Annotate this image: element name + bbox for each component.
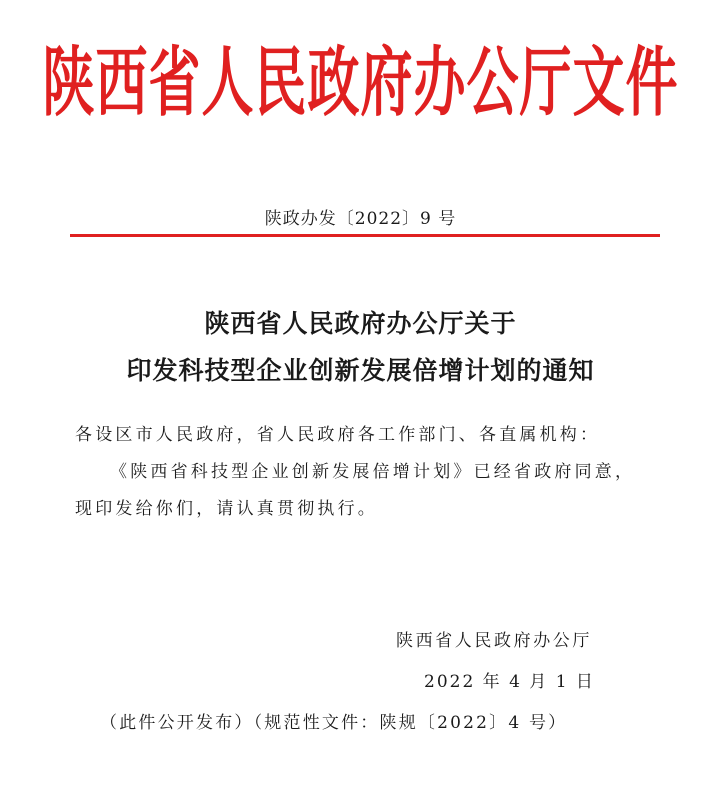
body-paragraph-line-2: 现印发给你们，请认真贯彻执行。 [75,499,378,519]
salutation: 各设区市人民政府，省人民政府各工作部门、各直属机构： [75,425,601,445]
document-number: 陕政办发〔2022〕9 号 [264,209,457,229]
publication-note: （此件公开发布）（规范性文件：陕规〔2022〕4 号） [100,713,568,733]
issuing-office: 陕西省人民政府办公厅 [396,631,592,651]
document-title-line-2: 印发科技型企业创新发展倍增计划的通知 [126,356,595,385]
document-masthead: 陕西省人民政府办公厅文件 [42,38,679,128]
document-title-line-1: 陕西省人民政府办公厅关于 [204,309,517,338]
issue-date: 2022 年 4 月 1 日 [424,672,595,692]
body-paragraph-line-1: 《陕西省科技型企业创新发展倍增计划》已经省政府同意， [110,462,636,482]
red-divider-line [70,234,660,237]
